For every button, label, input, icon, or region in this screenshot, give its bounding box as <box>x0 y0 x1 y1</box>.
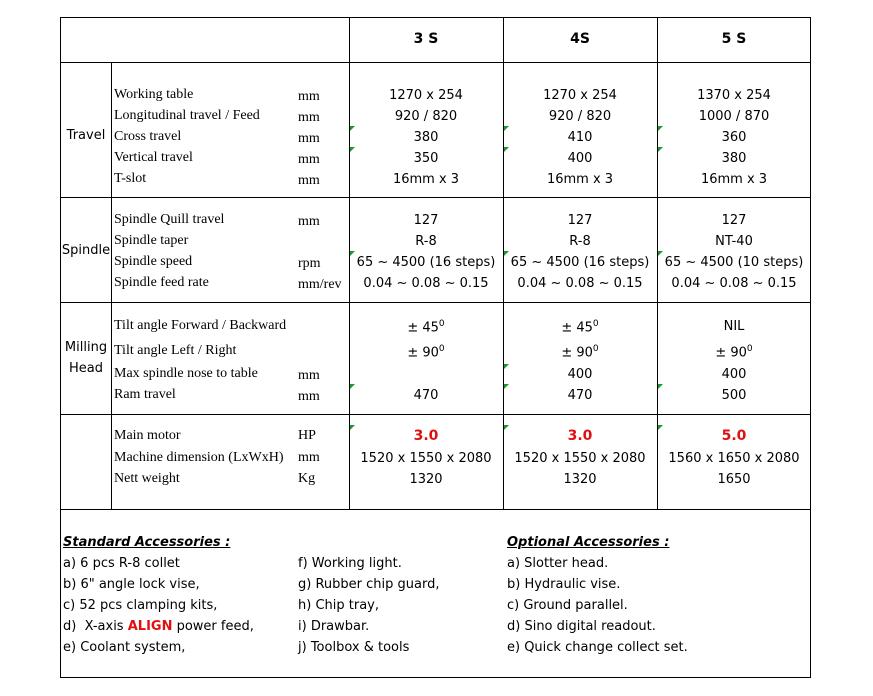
standard-accessories-title: Standard Accessories : <box>63 535 231 550</box>
value-cell: 470 <box>413 388 439 403</box>
value-cell: 400 <box>567 367 593 382</box>
comment-marker-icon <box>658 384 663 389</box>
value-cell: 1000 / 870 <box>698 109 770 124</box>
row-unit: rpm <box>298 256 321 271</box>
value-cell: 1320 <box>409 472 443 487</box>
group-label-travel: Travel <box>66 128 106 143</box>
row-label: Spindle Quill travel <box>114 212 225 227</box>
value-cell: 0.04 ~ 0.08 ~ 0.15 <box>363 276 489 291</box>
value-cell: 380 <box>413 130 439 145</box>
row-unit: mm <box>298 450 320 465</box>
value-cell: 65 ~ 4500 (16 steps) <box>510 255 650 270</box>
row-label: Main motor <box>114 428 181 443</box>
accessory-item: h) Chip tray, <box>298 598 379 613</box>
row-label: Tilt angle Left / Right <box>114 343 237 358</box>
comment-marker-icon <box>350 251 355 256</box>
optional-accessories-title: Optional Accessories : <box>507 535 670 550</box>
row-label: Spindle taper <box>114 233 189 248</box>
row-label: Tilt angle Forward / Backward <box>114 318 287 333</box>
row-unit: mm <box>298 173 320 188</box>
value-cell: 410 <box>567 130 593 145</box>
motor-value-4s: 3.0 <box>567 428 593 444</box>
optional-item: b) Hydraulic vise. <box>507 577 621 592</box>
value-cell: ± $45^0$ <box>561 319 599 336</box>
value-cell: 1650 <box>717 472 751 487</box>
value-cell: 380 <box>721 151 747 166</box>
value-cell: 65 ~ 4500 (16 steps) <box>356 255 496 270</box>
comment-marker-icon <box>504 364 509 369</box>
row-label: Spindle feed rate <box>114 275 209 290</box>
value-cell: 16mm x 3 <box>546 172 614 187</box>
group-label-milling: Milling <box>64 340 108 355</box>
row-unit: mm <box>298 89 320 104</box>
row-label: Max spindle nose to table <box>114 366 258 381</box>
comment-marker-icon <box>504 425 509 430</box>
comment-marker-icon <box>504 147 509 152</box>
row-label: T-slot <box>114 171 147 186</box>
align-brand: ALIGN <box>127 619 173 634</box>
accessory-item: f) Working light. <box>298 556 402 571</box>
value-cell: 1520 x 1550 x 2080 <box>514 451 646 466</box>
row-unit: mm <box>298 389 320 404</box>
comment-marker-icon <box>658 147 663 152</box>
value-cell: 920 / 820 <box>394 109 458 124</box>
value-cell: 1270 x 254 <box>543 88 617 103</box>
accessory-item: d) X-axis ALIGN power feed, <box>63 619 254 634</box>
value-cell: 500 <box>721 388 747 403</box>
comment-marker-icon <box>658 126 663 131</box>
row-label: Nett weight <box>114 471 180 486</box>
value-cell: 1370 x 254 <box>697 88 771 103</box>
comment-marker-icon <box>504 126 509 131</box>
comment-marker-icon <box>350 384 355 389</box>
accessory-item: g) Rubber chip guard, <box>298 577 440 592</box>
accessory-item: e) Coolant system, <box>63 640 186 655</box>
value-cell: 127 <box>567 213 593 228</box>
value-cell: 65 ~ 4500 (10 steps) <box>664 255 804 270</box>
value-cell: 920 / 820 <box>548 109 612 124</box>
comment-marker-icon <box>350 425 355 430</box>
value-cell: ± $90^0$ <box>407 344 445 361</box>
value-cell: 1520 x 1550 x 2080 <box>360 451 492 466</box>
row-unit: mm/rev <box>298 277 342 292</box>
accessory-item: j) Toolbox & tools <box>298 640 410 655</box>
optional-item: e) Quick change collect set. <box>507 640 688 655</box>
row-label: Longitudinal travel / Feed <box>114 108 260 123</box>
accessory-item: c) 52 pcs clamping kits, <box>63 598 218 613</box>
value-cell: ± $90^0$ <box>715 344 753 361</box>
row-label: Spindle speed <box>114 254 193 269</box>
column-header-4s: 4S <box>570 31 590 47</box>
value-cell: 1560 x 1650 x 2080 <box>668 451 800 466</box>
column-header-5s: 5 S <box>721 31 747 47</box>
motor-value-3s: 3.0 <box>413 428 439 444</box>
value-cell: 400 <box>567 151 593 166</box>
row-unit: Kg <box>298 471 316 486</box>
value-cell: 16mm x 3 <box>392 172 460 187</box>
comment-marker-icon <box>504 384 509 389</box>
row-unit: mm <box>298 152 320 167</box>
optional-item: a) Slotter head. <box>507 556 609 571</box>
row-label: Ram travel <box>114 387 176 402</box>
value-cell: ± $45^0$ <box>407 319 445 336</box>
value-cell: 127 <box>413 213 439 228</box>
optional-item: c) Ground parallel. <box>507 598 628 613</box>
value-cell: 350 <box>413 151 439 166</box>
comment-marker-icon <box>504 251 509 256</box>
value-cell: 0.04 ~ 0.08 ~ 0.15 <box>517 276 643 291</box>
comment-marker-icon <box>350 147 355 152</box>
row-label: Machine dimension (LxWxH) <box>114 450 284 465</box>
value-cell: 470 <box>567 388 593 403</box>
optional-item: d) Sino digital readout. <box>507 619 656 634</box>
group-label-spindle: Spindle <box>61 243 111 258</box>
value-cell: 0.04 ~ 0.08 ~ 0.15 <box>671 276 797 291</box>
group-label-head: Head <box>69 361 103 376</box>
accessory-item: a) 6 pcs R-8 collet <box>63 556 180 571</box>
row-unit: mm <box>298 368 320 383</box>
value-cell: 360 <box>721 130 747 145</box>
value-cell: ± $90^0$ <box>561 344 599 361</box>
row-unit: mm <box>298 131 320 146</box>
value-cell: 1270 x 254 <box>389 88 463 103</box>
value-cell: 127 <box>721 213 747 228</box>
row-label: Vertical travel <box>114 150 193 165</box>
comment-marker-icon <box>658 425 663 430</box>
row-label: Working table <box>114 87 194 102</box>
value-cell: 1320 <box>563 472 597 487</box>
accessory-item: i) Drawbar. <box>298 619 370 634</box>
accessory-item: b) 6" angle lock vise, <box>63 577 200 592</box>
value-cell: 16mm x 3 <box>700 172 768 187</box>
row-unit: HP <box>298 428 316 443</box>
row-label: Cross travel <box>114 129 182 144</box>
column-header-3s: 3 S <box>413 31 439 47</box>
comment-marker-icon <box>658 251 663 256</box>
row-unit: mm <box>298 214 320 229</box>
row-unit: mm <box>298 110 320 125</box>
value-cell: R-8 <box>569 234 591 249</box>
value-cell: NIL <box>723 319 745 334</box>
value-cell: 400 <box>721 367 747 382</box>
value-cell: NT-40 <box>715 234 753 249</box>
comment-marker-icon <box>350 126 355 131</box>
value-cell: R-8 <box>415 234 437 249</box>
motor-value-5s: 5.0 <box>721 428 747 444</box>
